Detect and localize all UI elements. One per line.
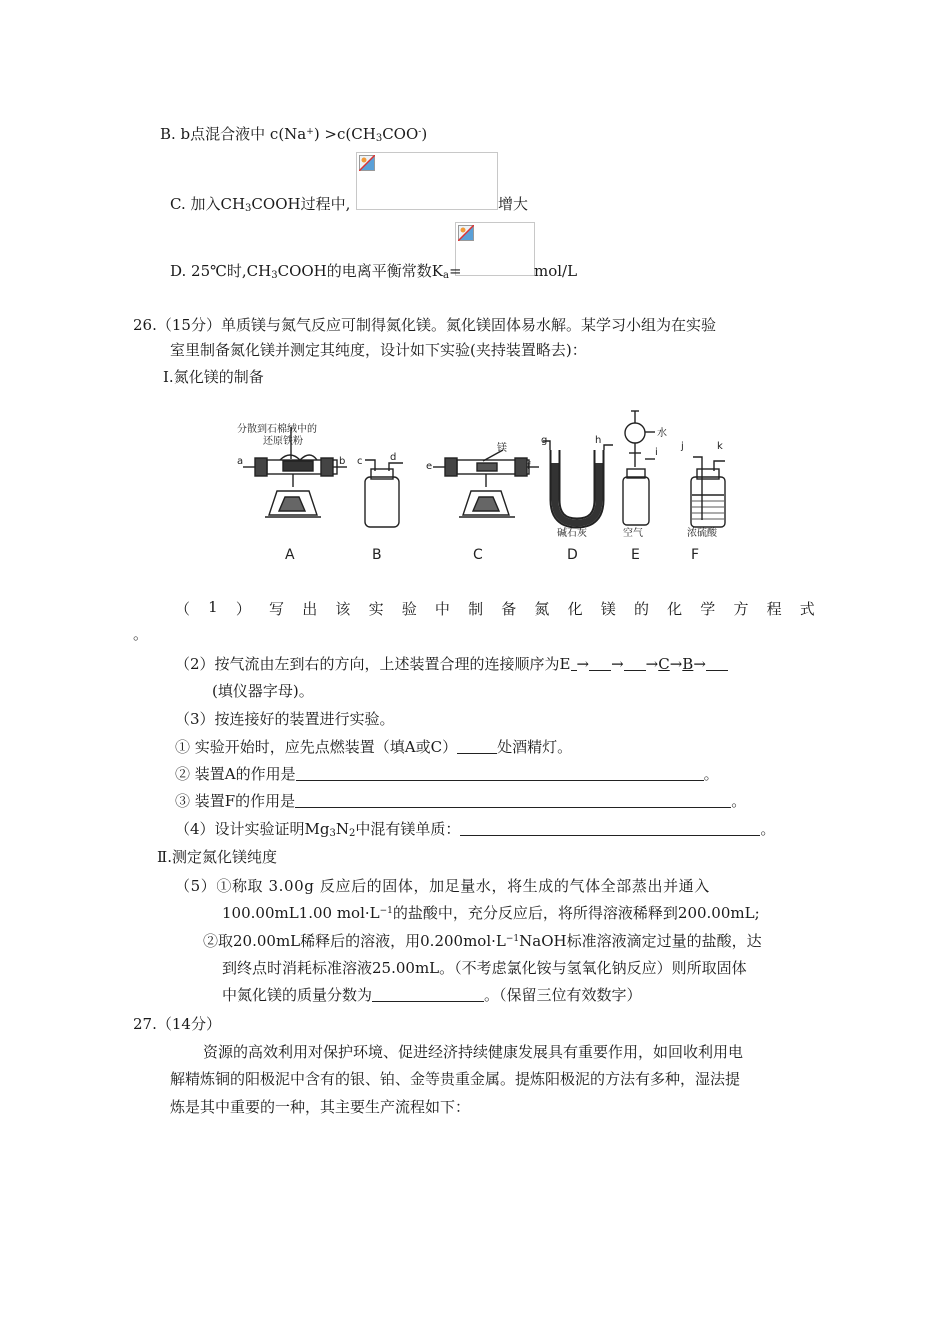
char: （ — [175, 600, 191, 618]
part-2-title: Ⅱ.测定氮化镁纯度 — [157, 848, 277, 866]
subscript: 3 — [375, 133, 383, 144]
arrow: → — [693, 655, 706, 673]
apparatus-b — [365, 460, 403, 527]
period: 。 — [703, 765, 719, 783]
question-26-heading-cont: 室里制备氮化镁并测定其纯度，设计如下实验(夹持装置略去)： — [170, 341, 587, 359]
answer-blank[interactable] — [457, 739, 497, 754]
superscript: −1 — [505, 934, 520, 944]
apparatus-label-b: B — [372, 547, 382, 563]
q26-part1-line — [175, 598, 815, 619]
apparatus-label-a: A — [285, 547, 295, 563]
part-1-title: Ⅰ.氮化镁的制备 — [163, 368, 264, 386]
port-label: a — [237, 456, 244, 467]
question-27-paragraph-line2: 解精炼铜的阳极泥中含有的银、铂、金等贵重金属。提炼阳极泥的方法有多种，湿法提 — [170, 1070, 741, 1088]
q26-part5-text: 的盐酸中，充分反应后，将所得溶液稀释到200.00mL; — [392, 904, 760, 922]
broken-image-icon — [458, 225, 474, 241]
option-d — [170, 262, 462, 282]
port-label: b — [339, 456, 346, 467]
option-d-text: D. 25℃时,CH — [170, 262, 272, 280]
formula-image — [455, 222, 535, 276]
char: 化 — [567, 600, 583, 618]
superscript: - — [418, 127, 422, 137]
apparatus-diagram — [225, 405, 745, 570]
option-c — [170, 195, 350, 215]
char: 实 — [368, 600, 384, 618]
label-conc-sulfuric-acid: 浓硫酸 — [687, 528, 717, 539]
option-b-text: COO — [382, 125, 419, 143]
port-label: j — [681, 441, 684, 452]
port-label: g — [541, 435, 548, 446]
q26-part3-2-text: ② 装置A的作用是 — [175, 765, 296, 783]
answer-blank[interactable] — [624, 656, 646, 671]
char: 中 — [434, 600, 450, 618]
answer-c: C — [658, 655, 670, 673]
port-label: d — [390, 452, 397, 463]
q26-part5-text: 中氮化镁的质量分数为 — [222, 986, 373, 1004]
q26-part5-line2 — [222, 904, 760, 922]
char: 出 — [302, 600, 318, 618]
period: 。 — [731, 792, 747, 810]
q26-part5-text: NaOH标准溶液滴定过量的盐酸，达 — [519, 932, 762, 950]
label-iron-powder-2: 还原铁粉 — [263, 436, 303, 447]
port-label: h — [595, 435, 602, 446]
option-b-text: B. b点混合液中 c(Na — [160, 125, 307, 143]
superscript: −1 — [379, 906, 393, 916]
option-b-text: ) >c(CH — [313, 125, 376, 143]
q26-part3-2 — [175, 765, 719, 783]
arrow: → — [611, 655, 624, 673]
period: 。 — [760, 820, 776, 838]
arrow: → — [669, 655, 683, 673]
subscript: 3 — [271, 270, 278, 281]
subscript: 3 — [245, 203, 252, 214]
broken-image-icon — [359, 155, 375, 171]
subscript: 2 — [349, 828, 356, 839]
char: 备 — [501, 600, 517, 618]
label-iron-powder: 分散到石棉绒中的 — [237, 424, 317, 435]
superscript: + — [306, 127, 314, 137]
option-d-text: = — [448, 262, 462, 280]
char: ） — [235, 600, 251, 618]
answer-b: B — [682, 655, 694, 673]
q26-part3-1-text: ① 实验开始时，应先点燃装置（填A或C） — [175, 738, 458, 756]
char: 1 — [208, 598, 218, 616]
q26-part5-line1: （5）①称取 3.00g 反应后的固体，加足量水，将生成的气体全部蒸出并通入 — [175, 877, 710, 895]
port-label: e — [426, 461, 433, 472]
answer-blank[interactable] — [706, 656, 728, 671]
q26-part5-line5 — [222, 986, 642, 1004]
q26-part5-line3 — [203, 932, 762, 950]
question-27-paragraph-line1: 资源的高效利用对保护环境、促进经济持续健康发展具有重要作用，如回收利用电 — [203, 1043, 744, 1061]
q26-part5-text: 100.00mL1.00 mol·L — [222, 904, 380, 922]
label-soda-lime: 碱石灰 — [557, 528, 587, 539]
question-27-heading: 27.（14分） — [133, 1015, 221, 1033]
option-b-text: ) — [421, 125, 428, 143]
option-b — [160, 125, 427, 145]
apparatus-f — [691, 457, 725, 527]
char: 的 — [633, 600, 649, 618]
q26-part4-text: N — [335, 820, 350, 838]
port-label: i — [655, 447, 658, 458]
char: 该 — [335, 600, 351, 618]
answer-blank[interactable] — [589, 656, 611, 671]
apparatus-e — [623, 411, 655, 525]
q26-part5-line4: 到终点时消耗标准溶液25.00mL。（不考虑氯化铵与氢氧化钠反应）则所取固体 — [222, 959, 747, 977]
question-26-heading: 26.（15分）单质镁与氮气反应可制得氮化镁。氮化镁固体易水解。某学习小组为在实验 — [133, 316, 716, 334]
char: 验 — [401, 600, 417, 618]
subscript: 3 — [329, 828, 336, 839]
q26-part5-text: ②取20.00mL稀释后的溶液，用0.200mol·L — [203, 932, 506, 950]
apparatus-label-c: C — [473, 547, 483, 563]
q26-part4-text: （4）设计实验证明Mg — [175, 820, 330, 838]
q26-part3-title: （3）按连接好的装置进行实验。 — [175, 710, 395, 728]
char: 方 — [733, 600, 749, 618]
option-c-text: C. 加入CH — [170, 195, 246, 213]
char: 写 — [269, 600, 285, 618]
char: 制 — [468, 600, 484, 618]
option-c-suffix: 增大 — [498, 195, 529, 213]
label-magnesium: 镁 — [497, 443, 507, 454]
char: 镁 — [600, 600, 616, 618]
q26-part2-note: (填仪器字母)。 — [212, 682, 314, 700]
q26-part2-text: （2）按气流由左到右的方向，上述装置合理的连接顺序为E — [175, 655, 571, 673]
char: 学 — [700, 600, 716, 618]
label-water: 水 — [657, 428, 667, 439]
char: 氮 — [534, 600, 550, 618]
apparatus-label-f: F — [691, 547, 700, 563]
q26-part4-text: 中混有镁单质： — [355, 820, 461, 838]
port-label: c — [357, 456, 363, 467]
apparatus-c — [433, 450, 539, 517]
apparatus-d — [543, 441, 613, 523]
port-label: k — [717, 441, 723, 452]
char: 式 — [799, 600, 815, 618]
q26-part3-3-text: ③ 装置F的作用是 — [175, 792, 296, 810]
answer-blank[interactable] — [372, 987, 484, 1002]
port-label: f — [527, 461, 531, 472]
subscript: a — [442, 270, 449, 281]
formula-image — [356, 152, 498, 210]
option-d-suffix: mol/L — [534, 262, 578, 280]
q26-part1-end: 。 — [133, 625, 149, 643]
question-27-paragraph-line3: 炼是其中重要的一种，其主要生产流程如下： — [170, 1098, 471, 1116]
apparatus-label-e: E — [631, 547, 640, 563]
q26-part4 — [175, 820, 775, 840]
option-d-text: COOH的电离平衡常数K — [277, 262, 443, 280]
arrow: → — [576, 655, 590, 673]
answer-blank[interactable] — [460, 821, 760, 836]
answer-blank[interactable] — [296, 766, 704, 781]
arrow: → — [645, 655, 659, 673]
char: 程 — [766, 600, 782, 618]
label-air: 空气 — [623, 528, 643, 539]
q26-part3-3 — [175, 792, 746, 810]
q26-part2-line — [175, 655, 728, 673]
char: 化 — [667, 600, 683, 618]
answer-blank[interactable] — [295, 793, 731, 808]
apparatus-label-d: D — [567, 547, 578, 563]
q26-part5-text: 。（保留三位有效数字） — [484, 986, 642, 1004]
q26-part3-1 — [175, 738, 572, 756]
q26-part3-1-text: 处酒精灯。 — [497, 738, 573, 756]
option-c-text: COOH过程中, — [251, 195, 351, 213]
